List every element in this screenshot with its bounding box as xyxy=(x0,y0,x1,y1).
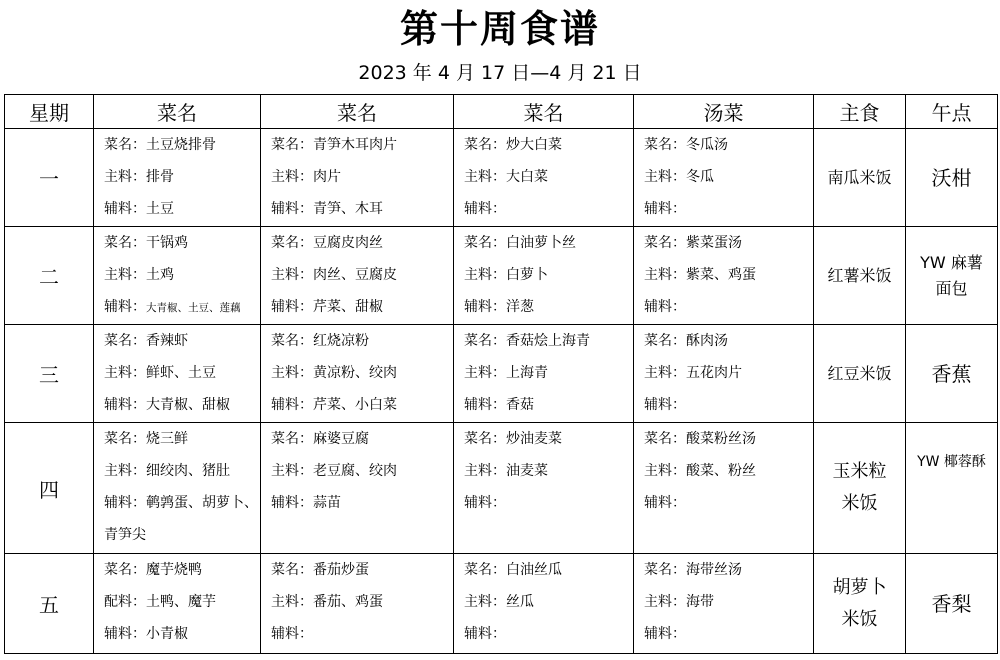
dish-cell xyxy=(94,325,261,423)
dish-cell xyxy=(94,554,261,654)
dish-cell xyxy=(261,325,454,423)
dish-aux: 辅料： xyxy=(464,495,506,511)
dish-cell xyxy=(261,554,454,654)
dish-aux: 辅料：洋葱 xyxy=(464,299,534,315)
dish-name: 菜名：海带丝汤 xyxy=(644,562,742,578)
dish-aux: 辅料： xyxy=(644,201,686,217)
staple-cell: 红豆米饭 xyxy=(814,325,906,423)
dish-main: 主料：土鸡 xyxy=(104,267,174,283)
dish-aux: 辅料：大青椒、甜椒 xyxy=(104,397,230,413)
snack-cell: 沃柑 xyxy=(906,129,998,227)
dish-main: 主料：冬瓜 xyxy=(644,169,714,185)
staple-cell: 玉米粒米饭 xyxy=(814,423,906,554)
dish-aux-items: 大青椒、土豆、莲藕 xyxy=(146,302,241,314)
dish-cell xyxy=(94,129,261,227)
weekday-cell: 三 xyxy=(5,325,94,423)
dish-name: 菜名：番茄炒蛋 xyxy=(271,562,369,578)
weekday-cell: 一 xyxy=(5,129,94,227)
header-dish-1: 菜名 xyxy=(94,95,261,129)
dish-main: 主料：肉片 xyxy=(271,169,341,185)
header-dish-3: 菜名 xyxy=(454,95,634,129)
dish-main: 主料：大白菜 xyxy=(464,169,548,185)
table-row-friday xyxy=(5,554,998,654)
dish-main: 主料：肉丝、豆腐皮 xyxy=(271,267,397,283)
dish-main: 配料：土鸭、魔芋 xyxy=(104,594,216,610)
dish-main: 主料：海带 xyxy=(644,594,714,610)
dish-name: 菜名：酥肉汤 xyxy=(644,333,728,349)
staple-cell: 胡萝卜米饭 xyxy=(814,554,906,654)
dish-aux: 辅料： xyxy=(464,626,506,642)
header-weekday: 星期 xyxy=(5,95,94,129)
dish-main: 主料：老豆腐、绞肉 xyxy=(271,463,397,479)
dish-main: 主料：酸菜、粉丝 xyxy=(644,463,756,479)
header-soup: 汤菜 xyxy=(634,95,814,129)
dish-aux: 辅料：青笋、木耳 xyxy=(271,201,383,217)
dish-name: 菜名：香辣虾 xyxy=(104,333,188,349)
dish-name: 菜名：麻婆豆腐 xyxy=(271,431,369,447)
dish-name: 菜名：烧三鲜 xyxy=(104,431,188,447)
soup-cell xyxy=(634,227,814,325)
dish-aux: 辅料：香菇 xyxy=(464,397,534,413)
date-range: 2023 年 4 月 17 日—4 月 21 日 xyxy=(358,62,642,84)
table-row-thursday xyxy=(5,423,998,554)
dish-aux: 辅料： xyxy=(271,626,313,642)
dish-aux: 辅料： xyxy=(464,201,506,217)
dish-name: 菜名：红烧凉粉 xyxy=(271,333,369,349)
dish-aux xyxy=(104,291,260,323)
dish-main: 主料：黄凉粉、绞肉 xyxy=(271,365,397,381)
header-row xyxy=(5,95,998,129)
header-dish-2: 菜名 xyxy=(261,95,454,129)
snack-cell: YW 麻薯面包 xyxy=(906,227,998,325)
dish-aux: 辅料：土豆 xyxy=(104,201,174,217)
dish-name: 菜名：炒大白菜 xyxy=(464,137,562,153)
dish-name: 菜名：炒油麦菜 xyxy=(464,431,562,447)
dish-main: 主料：油麦菜 xyxy=(464,463,548,479)
dish-name: 菜名：白油丝瓜 xyxy=(464,562,562,578)
soup-cell xyxy=(634,325,814,423)
dish-name: 菜名：白油萝卜丝 xyxy=(464,235,576,251)
dish-main: 主料：鲜虾、土豆 xyxy=(104,365,216,381)
dish-cell xyxy=(454,227,634,325)
dish-name: 菜名：干锅鸡 xyxy=(104,235,188,251)
dish-aux: 辅料：鹌鹑蛋、胡萝卜、 xyxy=(104,495,258,511)
dish-name: 菜名：土豆烧排骨 xyxy=(104,137,216,153)
dish-cell xyxy=(261,423,454,554)
dish-name: 菜名：冬瓜汤 xyxy=(644,137,728,153)
table-row-monday xyxy=(5,129,998,227)
snack-cell: 香梨 xyxy=(906,554,998,654)
snack-cell: 香蕉 xyxy=(906,325,998,423)
dish-main: 主料：丝瓜 xyxy=(464,594,534,610)
dish-main: 主料：上海青 xyxy=(464,365,548,381)
dish-main: 主料：细绞肉、猪肚 xyxy=(104,463,230,479)
dish-aux: 辅料： xyxy=(644,299,686,315)
staple-cell: 南瓜米饭 xyxy=(814,129,906,227)
weekday-cell: 五 xyxy=(5,554,94,654)
dish-cell xyxy=(454,129,634,227)
dish-main: 主料：五花肉片 xyxy=(644,365,742,381)
dish-aux: 辅料：芹菜、小白菜 xyxy=(271,397,397,413)
snack-cell: YW 椰蓉酥 xyxy=(906,423,998,554)
dish-aux: 辅料： xyxy=(644,397,686,413)
dish-cell xyxy=(94,227,261,325)
table-row-wednesday xyxy=(5,325,998,423)
dish-cell xyxy=(454,423,634,554)
staple-cell: 红薯米饭 xyxy=(814,227,906,325)
dish-name: 菜名：魔芋烧鸭 xyxy=(104,562,202,578)
dish-aux: 辅料：小青椒 xyxy=(104,626,188,642)
dish-main: 主料：白萝卜 xyxy=(464,267,548,283)
weekday-cell: 四 xyxy=(5,423,94,554)
dish-name: 菜名：香菇烩上海青 xyxy=(464,333,590,349)
soup-cell xyxy=(634,129,814,227)
dish-aux: 辅料：蒜苗 xyxy=(271,495,341,511)
table-row-tuesday xyxy=(5,227,998,325)
header-snack: 午点 xyxy=(906,95,998,129)
soup-cell xyxy=(634,423,814,554)
dish-main: 主料：紫菜、鸡蛋 xyxy=(644,267,756,283)
header-staple: 主食 xyxy=(814,95,906,129)
dish-cell xyxy=(261,227,454,325)
dish-name: 菜名：紫菜蛋汤 xyxy=(644,235,742,251)
dish-aux: 辅料： xyxy=(644,495,686,511)
dish-cell xyxy=(94,423,261,554)
menu-table xyxy=(4,94,998,654)
dish-name: 菜名：豆腐皮肉丝 xyxy=(271,235,383,251)
soup-cell xyxy=(634,554,814,654)
dish-main: 主料：番茄、鸡蛋 xyxy=(271,594,383,610)
weekday-cell: 二 xyxy=(5,227,94,325)
dish-aux: 辅料： xyxy=(644,626,686,642)
dish-name: 菜名：青笋木耳肉片 xyxy=(271,137,397,153)
dish-main: 主料：排骨 xyxy=(104,169,174,185)
dish-aux: 辅料：芹菜、甜椒 xyxy=(271,299,383,315)
dish-aux-label: 辅料： xyxy=(104,299,146,315)
dish-cell xyxy=(261,129,454,227)
dish-aux-cont: 青笋尖 xyxy=(104,527,146,543)
dish-cell xyxy=(454,325,634,423)
dish-cell xyxy=(454,554,634,654)
page-title: 第十周食谱 xyxy=(399,7,600,51)
dish-name: 菜名：酸菜粉丝汤 xyxy=(644,431,756,447)
